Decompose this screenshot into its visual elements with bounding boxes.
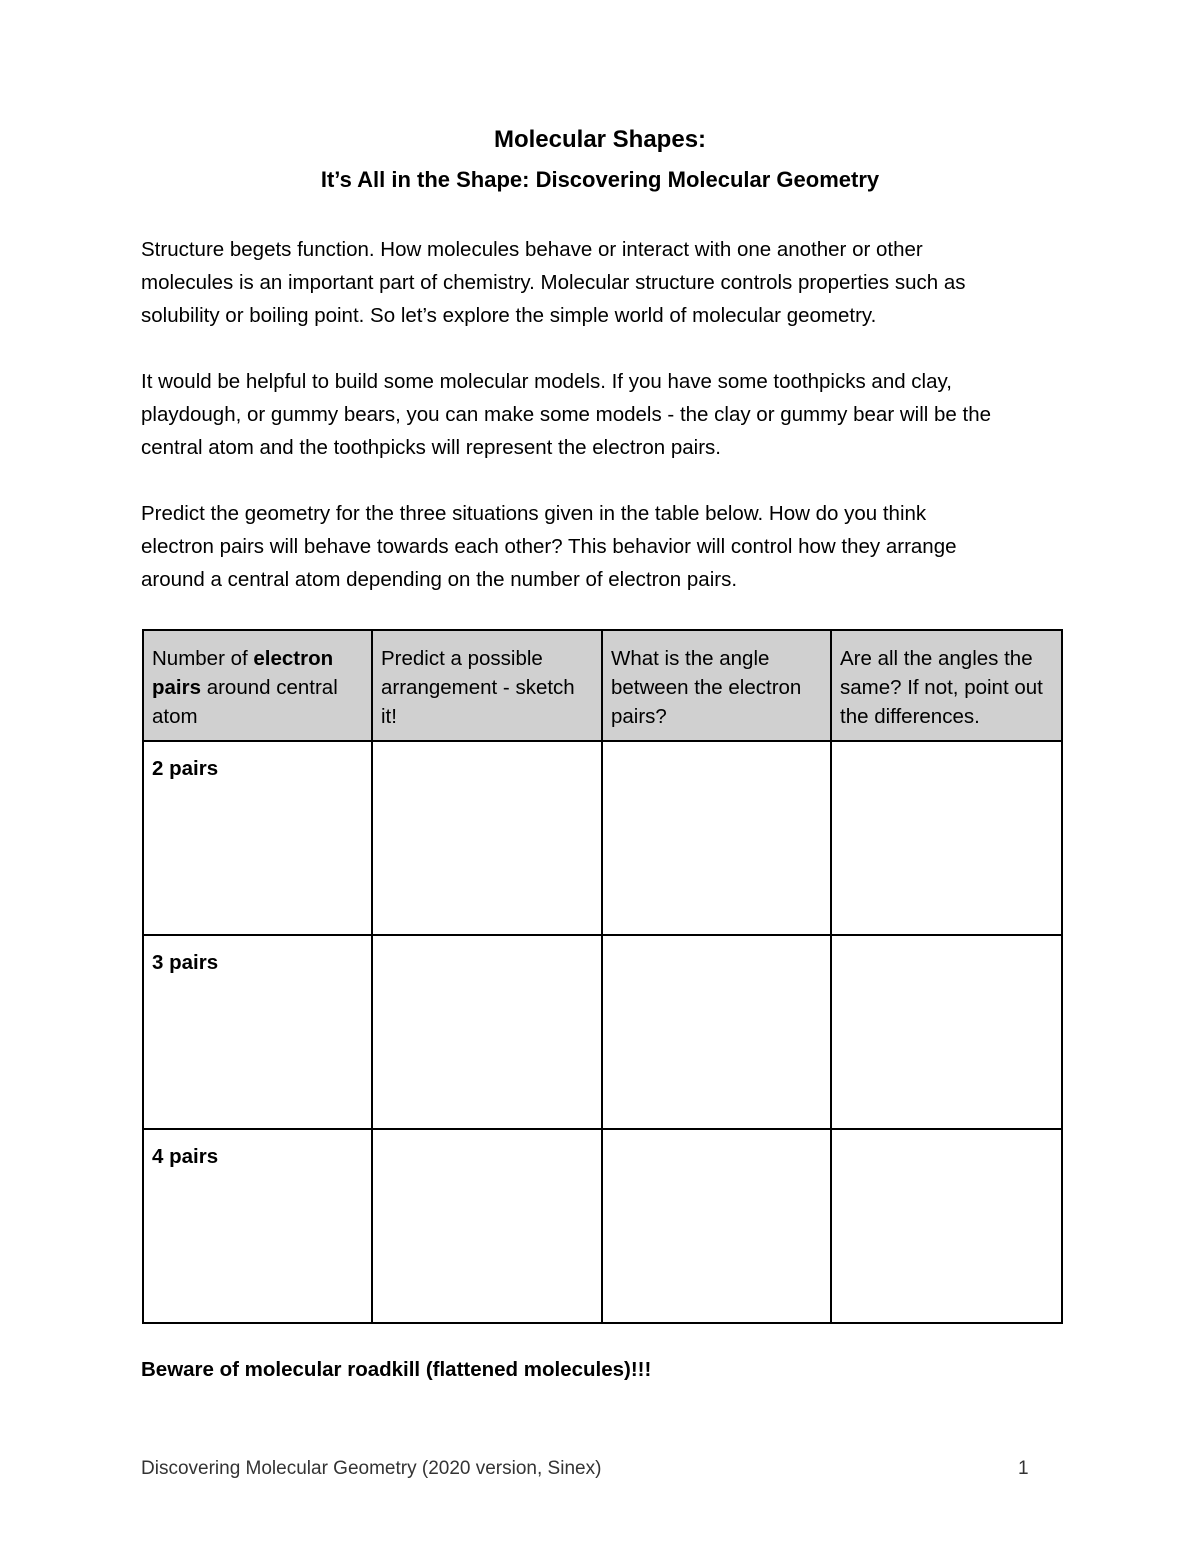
geometry-table	[142, 629, 1063, 1324]
page-title: Molecular Shapes:	[493, 126, 707, 153]
paragraph-line: around a central atom depending on the number of electron pairs.	[141, 568, 738, 591]
header-cell-electron-pairs	[143, 630, 372, 741]
header-text: Number of	[152, 647, 254, 670]
page-subtitle: It’s All in the Shape: Discovering Molecular Geometry	[320, 167, 880, 192]
models-paragraph	[141, 365, 1061, 464]
answer-cell-angles-same[interactable]	[831, 1129, 1062, 1323]
answer-cell-angle[interactable]	[602, 935, 831, 1129]
table-header-row	[143, 630, 1062, 741]
paragraph-line: solubility or boiling point. So let’s explore the simple world of molecular geometry.	[141, 304, 877, 327]
footer-text: Discovering Molecular Geometry (2020 version, Sinex)	[141, 1458, 602, 1479]
row-label: 4 pairs	[143, 1129, 372, 1323]
page-number: 1	[1018, 1458, 1029, 1479]
answer-cell-angles-same[interactable]	[831, 935, 1062, 1129]
row-label: 3 pairs	[143, 935, 372, 1129]
answer-cell-angle[interactable]	[602, 1129, 831, 1323]
paragraph-line: It would be helpful to build some molecular models. If you have some toothpicks and clay,	[141, 370, 952, 393]
intro-paragraph	[141, 233, 1061, 332]
paragraph-line: central atom and the toothpicks will represent the electron pairs.	[141, 436, 721, 459]
answer-cell-arrangement[interactable]	[372, 1129, 602, 1323]
predict-paragraph	[141, 497, 1061, 596]
header-text: around central atom	[152, 676, 338, 728]
answer-cell-angles-same[interactable]	[831, 741, 1062, 935]
paragraph-line: Structure begets function. How molecules behave or interact with one another or other	[141, 238, 923, 261]
header-cell-arrangement: Predict a possible arrangement - sketch it!	[372, 630, 602, 741]
table-row	[143, 1129, 1062, 1323]
answer-cell-arrangement[interactable]	[372, 935, 602, 1129]
table-row	[143, 935, 1062, 1129]
paragraph-line: Predict the geometry for the three situations given in the table below. How do you think	[141, 502, 927, 525]
header-bold-text: electron pairs	[152, 647, 334, 699]
table-row	[143, 741, 1062, 935]
row-label: 2 pairs	[143, 741, 372, 935]
header-cell-angle: What is the angle between the electron pairs?	[602, 630, 831, 741]
paragraph-line: electron pairs will behave towards each other? This behavior will control how they arrange	[141, 535, 957, 558]
roadkill-warning: Beware of molecular roadkill (flattened molecules)!!!	[141, 1358, 652, 1381]
paragraph-line: molecules is an important part of chemistry. Molecular structure controls properties such as	[141, 271, 966, 294]
answer-cell-arrangement[interactable]	[372, 741, 602, 935]
answer-cell-angle[interactable]	[602, 741, 831, 935]
header-cell-angles-same: Are all the angles the same? If not, point out the differences.	[831, 630, 1062, 741]
paragraph-line: playdough, or gummy bears, you can make some models - the clay or gummy bear will be the	[141, 403, 991, 426]
